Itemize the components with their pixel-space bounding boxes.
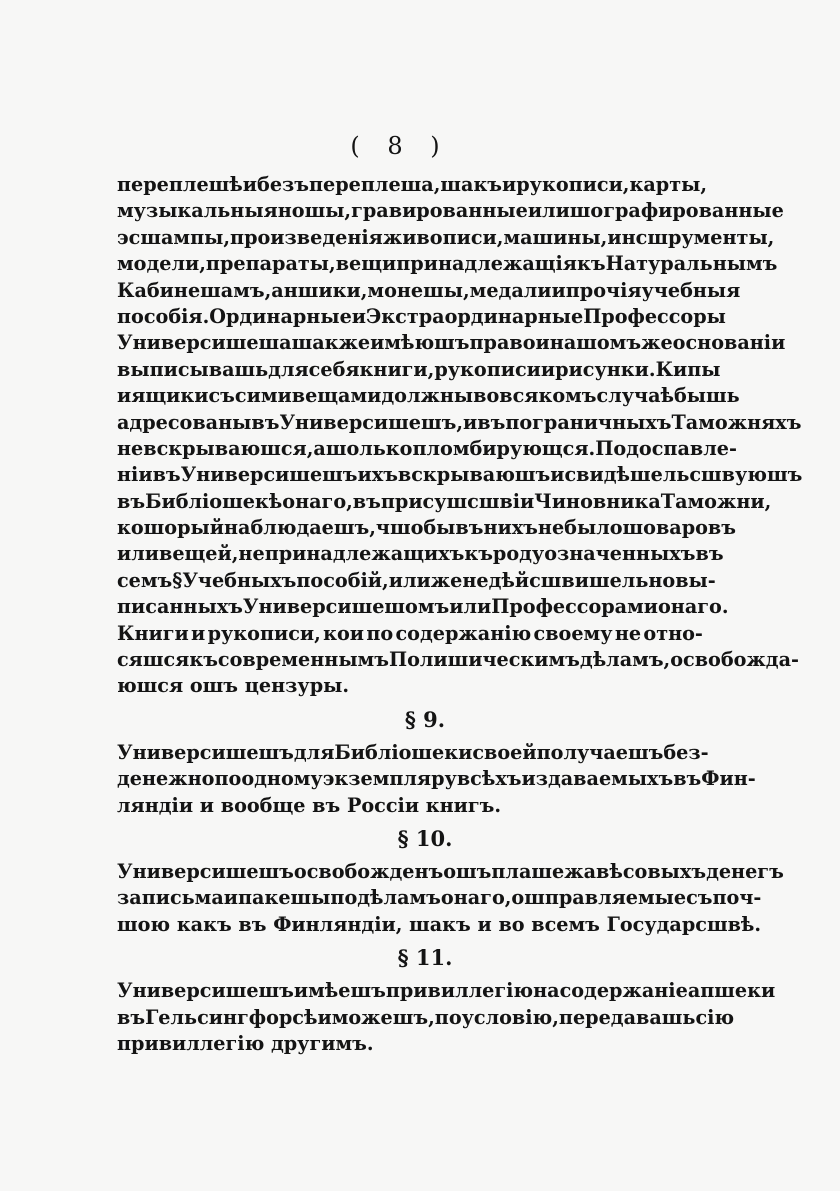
word: онаго.	[658, 595, 729, 619]
word: шою	[117, 912, 171, 936]
word: не	[537, 516, 565, 540]
word: выписывашь	[117, 357, 269, 381]
paragraph	[117, 978, 776, 1057]
word: сяшся	[117, 648, 190, 672]
section-heading: § 10.	[397, 825, 453, 851]
word: безъ	[257, 173, 309, 196]
text-line	[117, 198, 784, 224]
word: и	[223, 886, 239, 910]
word: онаго,	[282, 489, 353, 513]
word: Книги	[117, 621, 189, 645]
word: рукописи,	[516, 173, 630, 196]
word: ошправляемые	[511, 886, 687, 910]
text-line	[117, 225, 775, 251]
word: вещи	[335, 252, 397, 276]
word: или	[449, 595, 492, 619]
word: принадлежащихъ	[264, 542, 465, 566]
word: Библіошеки	[334, 740, 473, 764]
word: и	[463, 410, 478, 434]
word: апшеки	[687, 979, 776, 1003]
word: содержанію	[395, 621, 532, 645]
word: вещей,	[159, 542, 239, 566]
word: и	[117, 384, 132, 408]
word: во	[498, 912, 525, 936]
text-line	[117, 436, 737, 462]
text-line	[117, 172, 708, 198]
word: доспавле-	[626, 436, 737, 460]
word: привиллегію	[385, 979, 534, 1003]
word: сими	[234, 384, 292, 408]
word: другимъ.	[270, 1031, 374, 1055]
word: а	[313, 436, 326, 460]
section-heading: § 9.	[404, 706, 446, 732]
word: право	[469, 331, 536, 355]
word: случаѣ	[596, 384, 674, 408]
word: и	[540, 357, 556, 381]
text-line	[117, 766, 756, 792]
word: Универсишеша	[117, 331, 292, 355]
word: лишографированные	[542, 199, 784, 223]
text-line	[117, 383, 740, 409]
text-line	[117, 978, 776, 1004]
text-line	[117, 594, 729, 620]
word: инсшрументы,	[607, 225, 775, 249]
word: къ	[576, 252, 606, 276]
word: рукописи	[434, 357, 541, 381]
word: пособія.	[117, 304, 210, 328]
word: ніи	[117, 463, 153, 487]
word: рисунки.	[555, 357, 656, 381]
word: Профессорами	[491, 595, 658, 619]
word: или	[117, 542, 159, 566]
word: вообще	[220, 793, 306, 817]
word: же	[430, 568, 463, 592]
word: и	[551, 278, 566, 302]
word: аншики,	[271, 278, 368, 302]
word: съ	[208, 384, 235, 408]
word: Кипы	[655, 357, 721, 381]
word: Универсишешъ	[117, 740, 294, 764]
word: книгъ.	[425, 793, 502, 817]
word: или	[388, 568, 431, 592]
word: По	[595, 436, 627, 460]
word: нихъ	[483, 516, 538, 540]
word: условію,	[461, 1005, 559, 1029]
word: пограничныхъ	[505, 410, 672, 434]
word: и	[351, 304, 367, 328]
word: Учебныхъ	[182, 568, 297, 592]
word: и	[317, 1005, 332, 1029]
word: шакъ	[409, 912, 471, 936]
word: же	[641, 331, 673, 355]
word: Универсишешъ,	[279, 410, 464, 434]
word: по	[434, 1005, 462, 1029]
word: произведенія	[230, 225, 383, 249]
word: къ	[464, 542, 493, 566]
word: присушсшвіи	[380, 489, 535, 513]
text-line	[117, 462, 803, 488]
word: Универсишешъ	[117, 859, 294, 883]
word: шакъ	[440, 173, 503, 196]
word: Универсишешъ	[180, 463, 358, 487]
word: цензуры.	[244, 674, 350, 698]
word: Профессоры	[583, 304, 726, 328]
word: передавашь	[558, 1005, 696, 1029]
text-line	[117, 621, 703, 647]
text-line	[117, 330, 786, 356]
page-number: ( 8 )	[350, 132, 450, 160]
text-line	[117, 859, 784, 885]
word: Универсишешъ	[117, 979, 294, 1003]
word: Государсшвѣ.	[606, 912, 762, 936]
word: Финляндіи,	[273, 912, 403, 936]
word: монешы,	[367, 278, 470, 302]
word: можешъ,	[331, 1005, 435, 1029]
word: въ	[673, 767, 702, 791]
word: онаго,	[440, 886, 512, 910]
word: переплешѣ	[117, 173, 243, 196]
word: принадлежащія	[396, 252, 577, 276]
word: не	[117, 436, 144, 460]
text-line	[117, 740, 709, 766]
word: денежно	[117, 767, 215, 791]
word: вещами	[291, 384, 382, 408]
word: съ	[686, 886, 713, 910]
word: книги,	[359, 357, 435, 381]
word: семъ	[117, 568, 173, 592]
text-line	[117, 489, 772, 515]
word: всякомъ	[499, 384, 597, 408]
word: и	[191, 621, 206, 645]
word: къ	[189, 648, 218, 672]
word: экземпляру	[322, 767, 457, 791]
word: карты,	[629, 173, 708, 196]
text-line	[117, 1031, 703, 1057]
text-line	[117, 541, 724, 567]
paragraph	[117, 172, 803, 700]
word: въ	[117, 1005, 146, 1029]
word: содержаніе	[559, 979, 688, 1003]
word: должны	[381, 384, 474, 408]
word: ляндіи	[117, 793, 194, 817]
word: препараты,	[205, 252, 336, 276]
text-line	[117, 647, 799, 673]
word: наблюдаешъ,	[223, 516, 376, 540]
word: ошъ	[189, 674, 239, 698]
word: всѣхъ	[456, 767, 522, 791]
word: по	[214, 767, 242, 791]
word: освобожденъ	[293, 859, 444, 883]
word: Кабинешамъ,	[117, 278, 272, 302]
word: пособій,	[296, 568, 389, 592]
word: ящики	[131, 384, 209, 408]
word: въ	[455, 516, 484, 540]
word: и	[502, 173, 517, 196]
word: для	[293, 740, 335, 764]
word: имѣюшъ	[370, 331, 470, 355]
word: и	[242, 173, 258, 196]
word: учебныя	[641, 278, 741, 302]
word: по	[366, 621, 394, 645]
page-body	[117, 172, 803, 1057]
word: означенныхъ	[544, 542, 696, 566]
word: ихъ	[357, 463, 398, 487]
word: Экстраординарные	[366, 304, 584, 328]
word: денегъ	[706, 859, 784, 883]
word: дѣламъ,	[579, 648, 671, 672]
word: Чиновника	[534, 489, 661, 513]
word: эсшампы,	[117, 225, 231, 249]
word: вскрываюшся,	[143, 436, 314, 460]
word: Библіошекѣ	[145, 489, 283, 513]
word: Натуральнымъ	[605, 252, 778, 276]
word: юшся	[117, 674, 184, 698]
word: живописи,	[382, 225, 504, 249]
word: ношы,	[277, 199, 352, 223]
word: шоваровъ	[622, 516, 736, 540]
word: было	[564, 516, 623, 540]
word: не	[462, 568, 489, 592]
word: издаваемыхъ	[521, 767, 674, 791]
text-line	[117, 278, 741, 304]
word: адресованы	[117, 410, 252, 434]
word: современнымъ	[217, 648, 389, 672]
word: на	[549, 331, 577, 355]
word: въ	[312, 793, 341, 817]
word: въ	[695, 542, 724, 566]
word: въ	[117, 489, 146, 513]
word: писанныхъ	[117, 595, 243, 619]
word: Ординарные	[209, 304, 352, 328]
text-line	[117, 251, 778, 277]
text-line	[117, 793, 703, 819]
word: дѣйсшвишельно	[488, 568, 676, 592]
word: письма	[141, 886, 224, 910]
text-line	[117, 357, 721, 383]
word: гравированные	[351, 199, 528, 223]
section-heading: § 11.	[397, 945, 453, 971]
word: на	[533, 979, 560, 1003]
word: вѣсовыхъ	[596, 859, 707, 883]
text-line	[117, 515, 736, 541]
word: Таможняхъ	[671, 410, 802, 434]
word: въ	[152, 463, 181, 487]
text-line	[117, 885, 762, 911]
word: и	[550, 463, 565, 487]
text-line	[117, 410, 802, 436]
text-line	[117, 673, 703, 699]
word: во	[473, 384, 500, 408]
word: шолько	[325, 436, 413, 460]
word: не	[614, 621, 642, 645]
word: плашежа	[491, 859, 597, 883]
word: и	[535, 331, 550, 355]
word: и	[527, 199, 543, 223]
word: музыкальныя	[117, 199, 278, 223]
word: своей	[472, 740, 537, 764]
word: бышь	[674, 384, 740, 408]
word: для	[268, 357, 309, 381]
word: сію	[695, 1005, 735, 1029]
word: медали	[469, 278, 552, 302]
word: шакже	[291, 331, 371, 355]
word: основаніи	[672, 331, 786, 355]
word: ошъ	[443, 859, 492, 883]
word: кошорый	[117, 516, 224, 540]
word: чшобы	[375, 516, 456, 540]
word: без-	[663, 740, 709, 764]
paragraph	[117, 859, 784, 938]
text-line	[117, 912, 762, 938]
word: и	[199, 793, 215, 817]
word: Полишическимъ	[388, 648, 580, 672]
word: и	[477, 912, 492, 936]
paragraph	[117, 740, 756, 819]
word: въ	[477, 410, 506, 434]
word: одному	[241, 767, 323, 791]
word: за	[117, 886, 142, 910]
word: Гельсингфорсѣ	[145, 1005, 318, 1029]
word: модели,	[117, 252, 206, 276]
word: кои	[323, 621, 365, 645]
word: Универсишешомъ	[242, 595, 450, 619]
text-line	[117, 568, 716, 594]
word: въ	[238, 912, 267, 936]
word: Россіи	[346, 793, 420, 817]
word: привиллегію	[117, 1031, 265, 1055]
word: машины,	[503, 225, 608, 249]
word: пакешы	[238, 886, 331, 910]
word: какъ	[176, 912, 232, 936]
word: поч-	[712, 886, 762, 910]
word: §	[172, 568, 183, 592]
word: отно-	[643, 621, 703, 645]
word: себя	[308, 357, 360, 381]
text-line	[117, 1005, 735, 1031]
word: свидѣшельсшвуюшъ	[564, 463, 803, 487]
word: дѣламъ	[357, 886, 441, 910]
word: не	[238, 542, 265, 566]
word: всемъ	[531, 912, 600, 936]
word: по	[330, 886, 358, 910]
word: въ	[352, 489, 381, 513]
word: прочія	[565, 278, 642, 302]
word: роду	[492, 542, 545, 566]
word: имѣешъ	[293, 979, 386, 1003]
word: рукописи,	[207, 621, 321, 645]
word: вы-	[675, 568, 716, 592]
word: своему	[533, 621, 613, 645]
word: шомъ	[576, 331, 642, 355]
text-line	[117, 304, 726, 330]
word: вскрываюшъ	[397, 463, 551, 487]
word: Фин-	[701, 767, 756, 791]
word: переплеша,	[309, 173, 441, 196]
word: въ	[251, 410, 280, 434]
word: получаешъ	[536, 740, 664, 764]
word: пломбирующся.	[412, 436, 596, 460]
word: Таможни,	[660, 489, 772, 513]
word: освобожда-	[670, 648, 799, 672]
